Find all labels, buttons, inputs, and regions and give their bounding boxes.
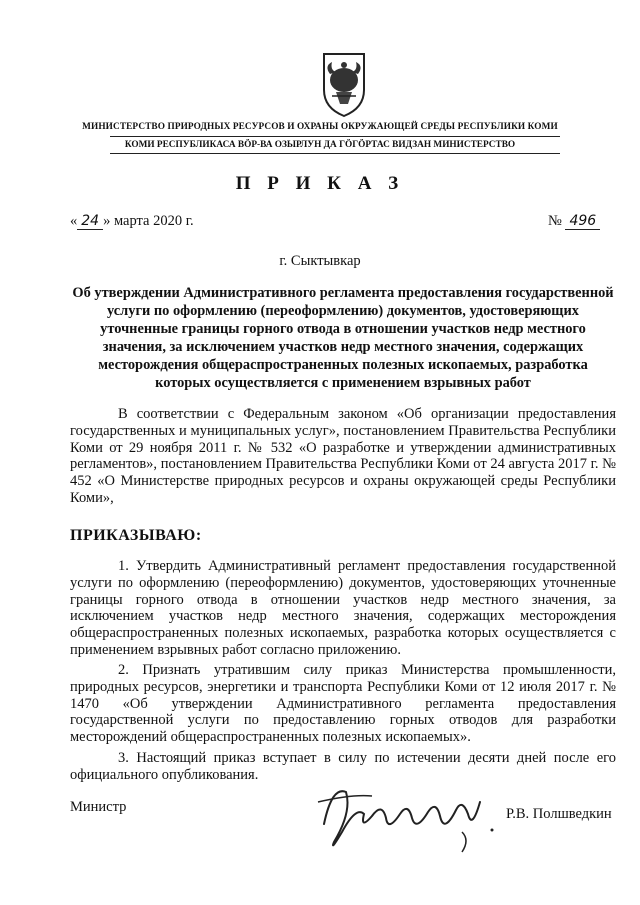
- date-month-year: » марта 2020 г.: [103, 213, 194, 229]
- number-value: 496: [565, 213, 600, 230]
- order-heading: Об утверждении Административного регламента предоставления государственной услуги по оформлению (переоформлению) документов, удостоверяющих уточненные границы горного отвода в отношении участков недр местного значения, за исключением участков недр местного значения, содержащих месторождения общераспространенных полезных ископаемых, разработка которых осуществляется с применением взрывных работ: [72, 285, 614, 391]
- signatory-position: Министр: [70, 799, 127, 815]
- date-day: 24: [77, 213, 103, 230]
- number-prefix: №: [548, 213, 562, 229]
- order-directive: ПРИКАЗЫВАЮ:: [70, 527, 202, 544]
- ministry-name-komi: КОМИ РЕСПУБЛИКАСА ВÖР-ВА ОЗЫРЛУН ДА ГÖГÖРТАС ВИДЗАН МИНИСТЕРСТВО: [124, 140, 516, 150]
- order-item-3: 3. Настоящий приказ вступает в силу по истечении десяти дней после его официального опубликования.: [70, 750, 616, 783]
- header-rule-top: [110, 136, 560, 137]
- signature-icon: [312, 772, 502, 862]
- city: г. Сыктывкар: [279, 253, 361, 269]
- order-number: [548, 213, 600, 230]
- order-item-1: 1. Утвердить Административный регламент предоставления государственной услуги по оформлению (переоформлению) документов, удостоверяющих уточненные границы горного отвода в отношении участков недр местного значения, за исключением участков недр местного значения, содержащих месторождения общераспространенных полезных ископаемых, разработка которых осуществляется с применением взрывных работ согласно приложению.: [70, 558, 616, 658]
- coat-of-arms-icon: [310, 50, 378, 118]
- order-item-2: 2. Признать утратившим силу приказ Министерства промышленности, природных ресурсов, энергетики и транспорта Республики Коми от 12 июля 2017 г. № 1470 «Об утверждении Административного регламента предоставления государственной услуги по предоставлению горных отводов для разработки месторождений общераспространенных полезных ископаемых».: [70, 662, 616, 746]
- header-rule-bottom: [110, 153, 560, 154]
- signatory-name: Р.В. Полшведкин: [506, 806, 612, 822]
- legal-basis-paragraph: В соответствии с Федеральным законом «Об организации предоставления государственных и муниципальных услуг», постановлением Правительства Республики Коми от 29 ноября 2011 г. № 532 «О разработке и утверждении административных регламентов», постановлением Правительства Республики Коми от 24 августа 2017 г. № 452 «О Министерстве природных ресурсов и охраны окружающей среды Республики Коми»,: [70, 406, 616, 506]
- ministry-name-ru: МИНИСТЕРСТВО ПРИРОДНЫХ РЕСУРСОВ И ОХРАНЫ ОКРУЖАЮЩЕЙ СРЕДЫ РЕСПУБЛИКИ КОМИ: [82, 122, 558, 132]
- document-title: П Р И К А З: [235, 173, 405, 194]
- date-open-quote: «: [70, 213, 78, 229]
- order-date: [70, 213, 194, 230]
